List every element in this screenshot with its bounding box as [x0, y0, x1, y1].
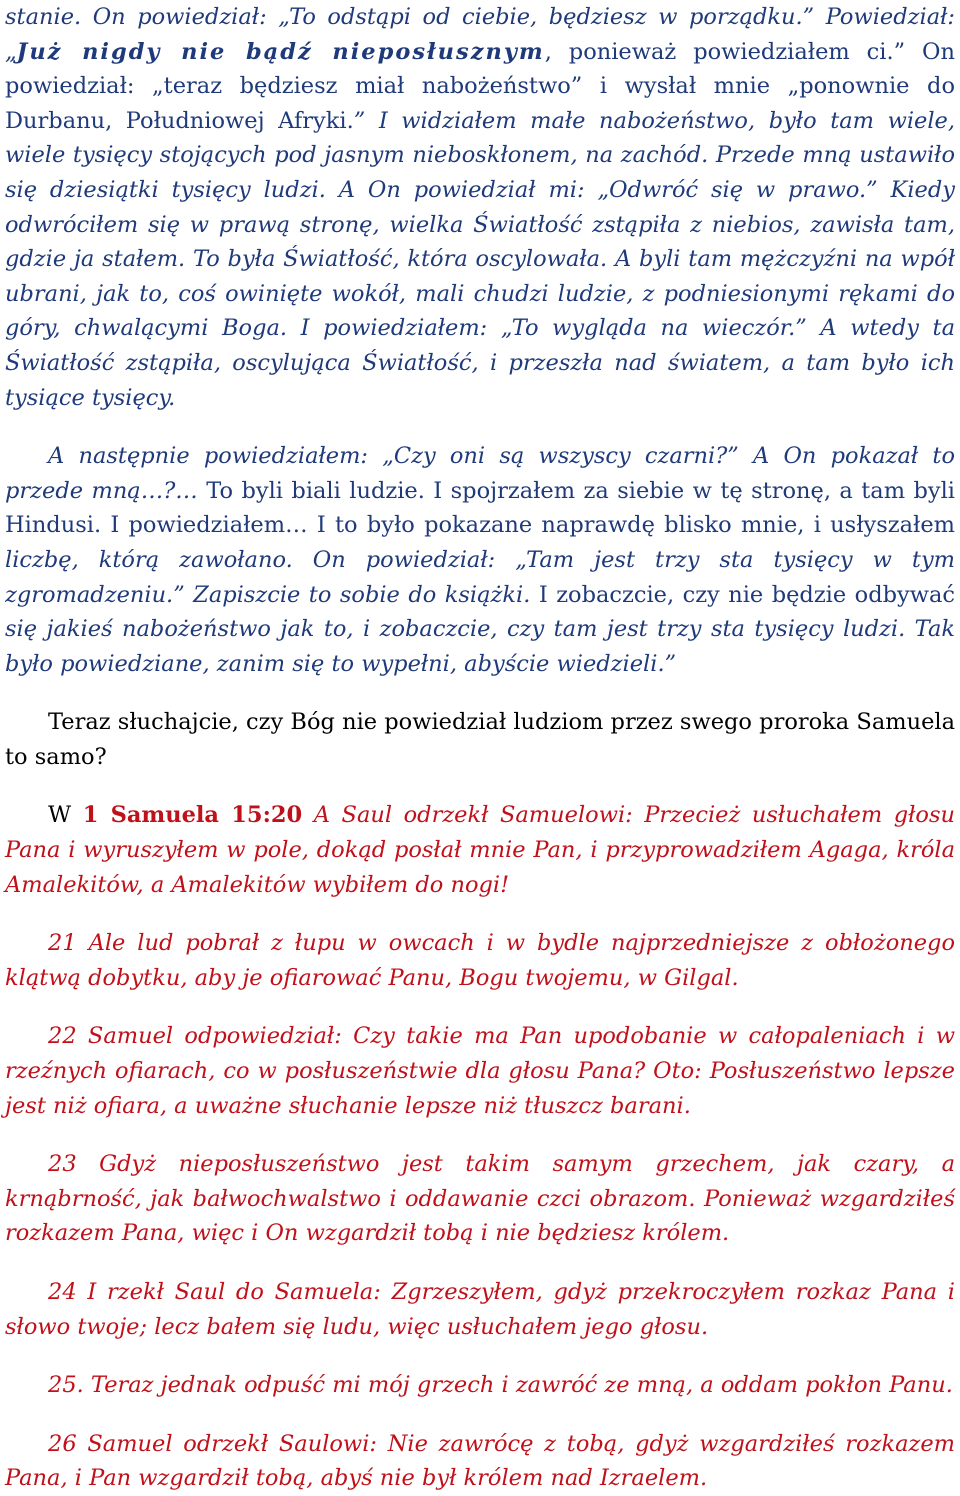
p2-part-e: się jakieś nabożeństwo jak to, i zobaczcie, czy tam jest trzy sta tysięcy ludzi. Tak było powiedziane, zanim się to wypełni, abyście wiedzieli.”: [5, 616, 955, 677]
p1-part-c: , ponieważ powiedziałem ci.” On powiedział: „teraz będziesz miał nabożeństwo” i wysłał mnie „ponownie do Durbanu, Południowej Afryki.: [5, 38, 955, 134]
scripture-verse-23: 23 Gdyż nieposłuszeństwo jest takim samym grzechem, jak czary, a krnąbrność, jak bałwochwalstwo i oddawanie czci obrazom. Ponieważ wzgardziłeś rozkazem Pana, więc i On wzgardził tobą i nie będziesz królem.: [5, 1151, 955, 1247]
p2-part-a: A następnie powiedziałem: „Czy oni są wszyscy czarni?” A On pokazał to przede mną…?…: [5, 443, 955, 504]
scripture-reference: 1 Samuela 15:20: [82, 802, 303, 829]
p1-part-d: ” I widziałem małe nabożeństwo, było tam wiele, wiele tysięcy stojących pod jasnym nieboskłonem, na zachód. Przede mną ustawiło się dziesiątki tysięcy ludzi. A On powiedział mi: „Odwróć się w prawo.” Kiedy odwróciłem się w prawą stronę, wielka Światłość zstąpiła z niebios, zawisła tam, gdzie ja stałem. To była Światłość, która oscylowała. A byli tam mężczyźni na wpół ubrani, jak to, coś owinięte wokół, mali chudzi ludzie, z podniesionymi rękami do góry, chwalącymi Boga. I powiedziałem: „To wygląda na wieczór.” A wtedy ta Światłość zstąpiła, oscylująca Światłość, i przeszła nad światem, a tam było ich tysiące tysięcy.: [5, 107, 956, 411]
p1-part-a: stanie. On powiedział: „To odstąpi od ciebie, będziesz w porządku.” Powiedział: „: [5, 4, 955, 65]
p2-part-d: I zobaczcie, czy nie będzie odbywać: [538, 581, 955, 608]
scripture-verse-21: 21 Ale lud pobrał z łupu w owcach i w bydle najprzedniejsze z obłożonego klątwą dobytku, aby je ofiarować Panu, Bogu twojemu, w Gilgal.: [5, 930, 955, 991]
p2-part-b: To byli biali ludzie. I spojrzałem za siebie w tę stronę, a tam byli Hindusi. I powiedziałem… I to było pokazane naprawdę blisko mnie, i usłyszałem: [5, 477, 955, 539]
p1-emphasis: Już nigdy nie bądź nieposłusznym: [16, 38, 545, 65]
prophecy-paragraph-1: [5, 0, 955, 415]
scripture-verse-24: 24 I rzekł Saul do Samuela: Zgrzeszyłem, gdyż przekroczyłem rozkaz Pana i słowo twoje; lecz bałem się ludu, więc usłuchałem jego głosu.: [5, 1279, 955, 1340]
scripture-verse-20: [5, 798, 955, 902]
scripture-verse-26: 26 Samuel odrzekł Saulowi: Nie zawrócę z tobą, gdyż wzgardziłeś rozkazem Pana, i Pan wzgardził tobą, abyś nie był królem nad Izraelem.: [5, 1430, 955, 1492]
p2-part-c: liczbę, którą zawołano. On powiedział: „Tam jest trzy sta tysięcy w tym zgromadzeniu.” Zapiszcie to sobie do książki.: [5, 546, 955, 608]
prophecy-paragraph-2: [5, 439, 955, 681]
verse-intro: W: [48, 802, 83, 829]
scripture-verse-25: 25. Teraz jednak odpuść mi mój grzech i zawróć ze mną, a oddam pokłon Panu.: [48, 1372, 953, 1399]
scripture-verse-22: 22 Samuel odpowiedział: Czy takie ma Pan upodobanie w całopaleniach i w rzeźnych ofiarach, co w posłuszeństwie dla głosu Pana? Oto: Posłuszeństwo lepsze jest niż ofiara, a uważne słuchanie lepsze niż tłuszcz barani.: [5, 1023, 955, 1119]
commentary-paragraph: Teraz słuchajcie, czy Bóg nie powiedział ludziom przez swego proroka Samuela to samo?: [5, 709, 955, 770]
verse-20-text: A Saul odrzekł Samuelowi: Przecież usłuchałem głosu Pana i wyruszyłem w pole, dokąd posłał mnie Pan, i przyprowadziłem Agaga, króla Amalekitów, a Amalekitów wybiłem do nogi!: [5, 802, 955, 898]
